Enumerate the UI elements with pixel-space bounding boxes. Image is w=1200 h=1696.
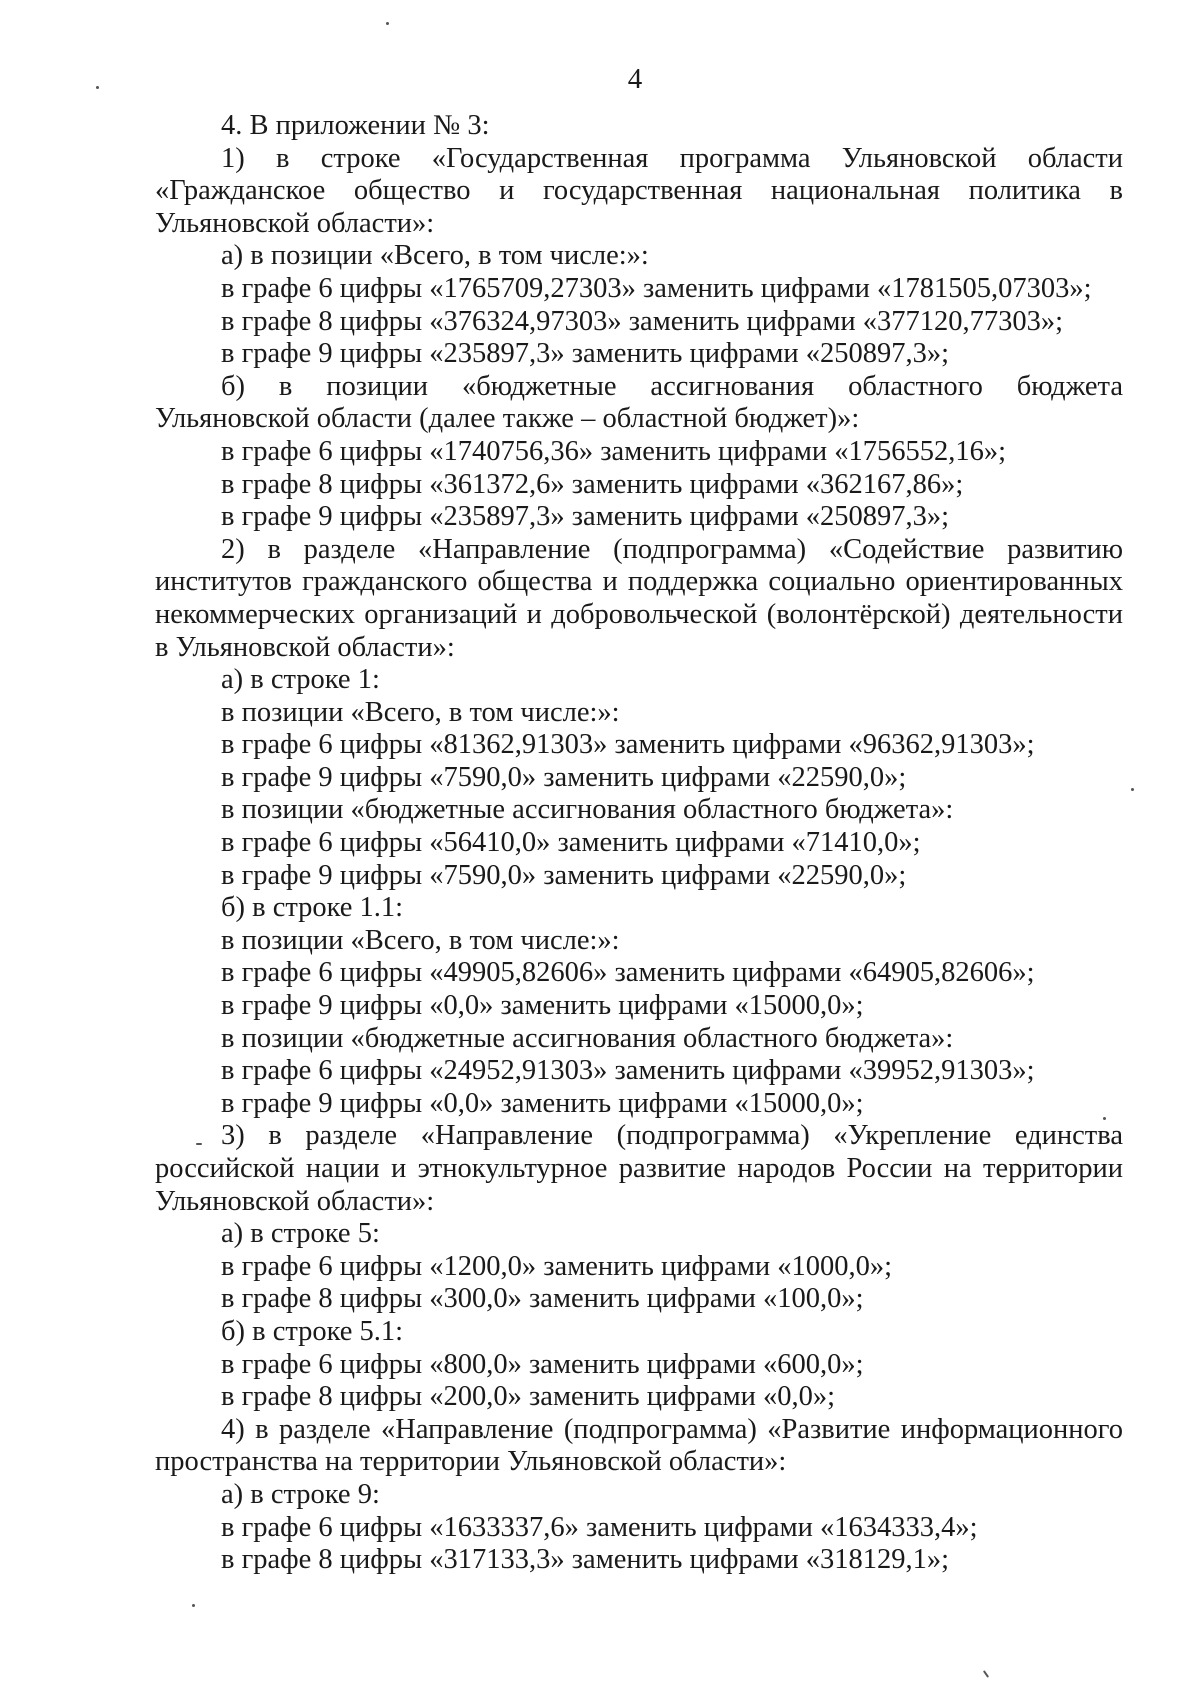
paragraph: в графе 6 цифры «1633337,6» заменить цифрами «1634333,4»; <box>221 1511 978 1543</box>
paragraph: в графе 8 цифры «200,0» заменить цифрами «0,0»; <box>221 1381 836 1413</box>
paragraph: в графе 6 цифры «56410,0» заменить цифрами «71410,0»; <box>221 827 921 859</box>
scan-speck <box>983 1670 989 1678</box>
paragraph: в графе 9 цифры «0,0» заменить цифрами «15000,0»; <box>221 990 864 1022</box>
paragraph: в графе 8 цифры «317133,3» заменить цифрами «318129,1»; <box>221 1544 950 1576</box>
page-number: 4 <box>627 63 643 95</box>
paragraph: в графе 6 цифры «1765709,27303» заменить цифрами «1781505,07303»; <box>221 272 1092 304</box>
paragraph: в графе 9 цифры «7590,0» заменить цифрами «22590,0»; <box>221 761 907 793</box>
paragraph: в графе 6 цифры «800,0» заменить цифрами «600,0»; <box>221 1348 864 1380</box>
paragraph: в графе 8 цифры «361372,6» заменить цифрами «362167,86»; <box>221 468 964 500</box>
paragraph: 2) в разделе «Направление (подпрограмма) «Содействие развитию институтов гражданского общества и поддержка социально ориентированных некоммерческих организаций и добровольческой (волонтёрской) деятельности в Ульяновской области»: <box>155 533 1123 663</box>
paragraph: в графе 6 цифры «1200,0» заменить цифрами «1000,0»; <box>221 1250 893 1282</box>
paragraph: в графе 8 цифры «300,0» заменить цифрами «100,0»; <box>221 1283 864 1315</box>
paragraph: 3) в разделе «Направление (подпрограмма) «Укрепление единства российской нации и этнокультурное развитие народов России на территории Ульяновской области»: <box>155 1120 1123 1217</box>
document-body <box>155 110 1123 1577</box>
scan-speck <box>196 1143 202 1145</box>
paragraph: в графе 6 цифры «49905,82606» заменить цифрами «64905,82606»; <box>221 957 1035 989</box>
scan-speck <box>1131 788 1134 791</box>
paragraph: в графе 8 цифры «376324,97303» заменить цифрами «377120,77303»; <box>221 305 1064 337</box>
paragraph: б) в строке 1.1: <box>221 892 404 924</box>
scan-speck <box>386 22 389 25</box>
paragraph: в графе 9 цифры «7590,0» заменить цифрами «22590,0»; <box>221 859 907 891</box>
paragraph: б) в позиции «бюджетные ассигнования областного бюджета Ульяновской области (далее также – областной бюджет)»: <box>155 370 1123 435</box>
paragraph: в графе 9 цифры «235897,3» заменить цифрами «250897,3»; <box>221 338 950 370</box>
paragraph: 4. В приложении № 3: <box>221 110 490 141</box>
scan-speck <box>96 86 99 89</box>
paragraph: в графе 9 цифры «0,0» заменить цифрами «15000,0»; <box>221 1087 864 1119</box>
paragraph: в позиции «бюджетные ассигнования областного бюджета»: <box>221 1022 954 1054</box>
paragraph: а) в строке 9: <box>221 1478 380 1510</box>
paragraph: в позиции «Всего, в том числе:»: <box>221 696 620 728</box>
paragraph: 1) в строке «Государственная программа Ульяновской области «Гражданское общество и государственная национальная политика в Ульяновской области»: <box>155 142 1123 239</box>
paragraph: в графе 6 цифры «81362,91303» заменить цифрами «96362,91303»; <box>221 729 1035 761</box>
scan-speck <box>1103 1117 1106 1120</box>
scan-speck <box>192 1604 195 1607</box>
paragraph: в графе 9 цифры «235897,3» заменить цифрами «250897,3»; <box>221 501 950 533</box>
paragraph: а) в строке 1: <box>221 664 380 696</box>
paragraph: в позиции «бюджетные ассигнования областного бюджета»: <box>221 794 954 826</box>
paragraph: б) в строке 5.1: <box>221 1315 404 1347</box>
paragraph: а) в позиции «Всего, в том числе:»: <box>221 240 649 272</box>
paragraph: в графе 6 цифры «24952,91303» заменить цифрами «39952,91303»; <box>221 1055 1035 1087</box>
paragraph: в позиции «Всего, в том числе:»: <box>221 924 620 956</box>
paragraph: в графе 6 цифры «1740756,36» заменить цифрами «1756552,16»; <box>221 435 1007 467</box>
paragraph: 4) в разделе «Направление (подпрограмма) «Развитие информационного пространства на территории Ульяновской области»: <box>155 1413 1123 1478</box>
paragraph: а) в строке 5: <box>221 1218 380 1250</box>
